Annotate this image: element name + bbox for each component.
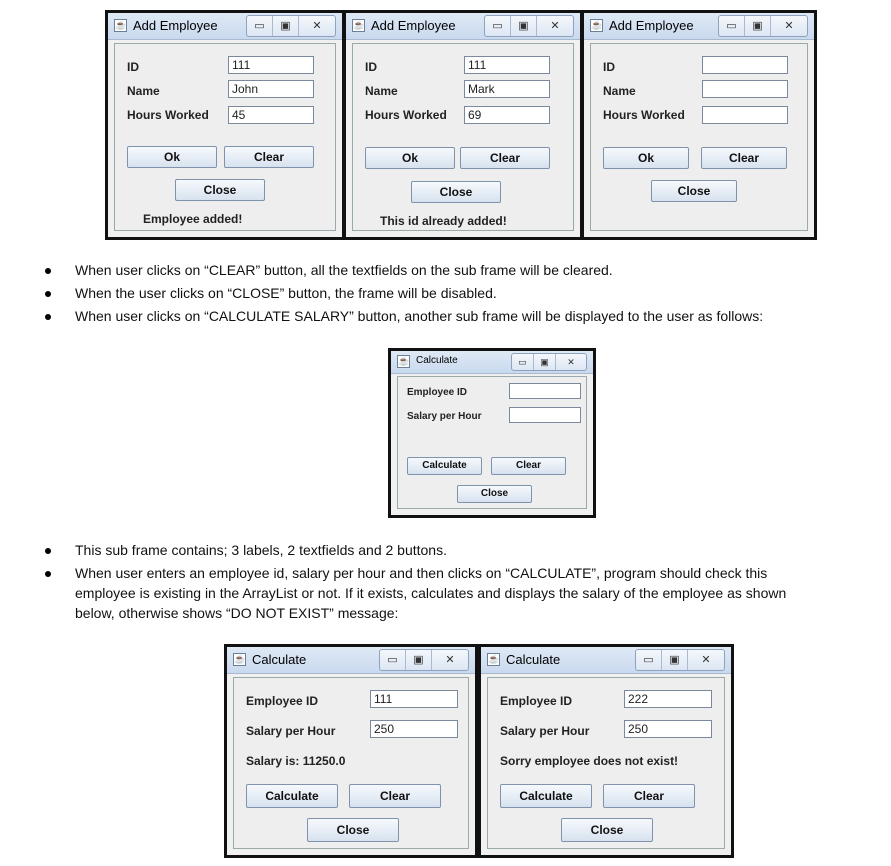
id-label: ID xyxy=(365,60,377,74)
minimize-icon[interactable]: ▭ xyxy=(380,650,406,670)
hours-label: Hours Worked xyxy=(127,108,209,122)
window-content xyxy=(397,376,587,509)
employee-id-label: Employee ID xyxy=(407,387,468,398)
title-bar xyxy=(108,13,342,40)
title-bar xyxy=(227,647,475,674)
bullet-text-continued: employee is existing in the ArrayList or not. If it exists, calculates and displays the salary of the employee as shown xyxy=(75,585,787,601)
window-content xyxy=(487,677,725,849)
bullet-dot xyxy=(45,548,51,554)
ok-button[interactable]: Ok xyxy=(603,147,689,169)
close-button[interactable]: Close xyxy=(175,179,265,201)
bullet-text-continued: below, otherwise shows “DO NOT EXIST” message: xyxy=(75,605,399,621)
minimize-icon[interactable]: ▭ xyxy=(719,16,745,36)
title-bar xyxy=(481,647,731,674)
add-employee-window-2 xyxy=(343,10,583,240)
clear-button[interactable]: Clear xyxy=(349,784,441,808)
calculate-button[interactable]: Calculate xyxy=(500,784,592,808)
bullet-dot xyxy=(45,291,51,297)
window-content xyxy=(114,43,336,231)
clear-button[interactable]: Clear xyxy=(224,146,314,168)
java-icon: ☕ xyxy=(353,20,365,30)
close-icon[interactable]: ✕ xyxy=(550,20,560,32)
employee-id-field[interactable] xyxy=(509,383,581,399)
employee-id-label: Employee ID xyxy=(500,694,573,708)
close-button[interactable]: Close xyxy=(561,818,653,842)
close-icon[interactable]: ✕ xyxy=(445,654,455,666)
close-icon[interactable]: ✕ xyxy=(567,357,575,367)
close-button[interactable]: Close xyxy=(651,180,737,202)
java-icon: ☕ xyxy=(398,356,410,366)
window-title: Add Employee xyxy=(133,18,218,33)
bullet-dot xyxy=(45,571,51,577)
java-icon: ☕ xyxy=(488,654,500,664)
bullet-dot xyxy=(45,268,51,274)
window-title: Calculate xyxy=(416,355,458,366)
maximize-icon[interactable]: ▣ xyxy=(406,650,432,670)
window-content xyxy=(233,677,469,849)
ok-button[interactable]: Ok xyxy=(127,146,217,168)
id-field[interactable]: 111 xyxy=(228,56,314,74)
hours-label: Hours Worked xyxy=(603,108,685,122)
calculate-window-not-found xyxy=(478,644,734,858)
status-message: This id already added! xyxy=(380,214,507,228)
window-controls xyxy=(635,649,725,671)
maximize-icon[interactable]: ▣ xyxy=(662,650,688,670)
bullet-text: When the user clicks on “CLOSE” button, the frame will be disabled. xyxy=(75,285,497,301)
hours-field[interactable]: 69 xyxy=(464,106,550,124)
bullet-text: When user clicks on “CALCULATE SALARY” button, another sub frame will be displayed to the user as follows: xyxy=(75,308,764,324)
name-label: Name xyxy=(603,84,636,98)
bullet-text: This sub frame contains; 3 labels, 2 textfields and 2 buttons. xyxy=(75,542,447,558)
bullet-text: When user enters an employee id, salary per hour and then clicks on “CALCULATE”, program should check this xyxy=(75,565,768,581)
maximize-icon[interactable]: ▣ xyxy=(745,16,771,36)
calculate-window-result xyxy=(224,644,478,858)
window-controls xyxy=(484,15,574,37)
salary-per-hour-label: Salary per Hour xyxy=(407,411,482,422)
title-bar xyxy=(584,13,814,40)
name-field[interactable] xyxy=(702,80,788,98)
id-field[interactable]: 111 xyxy=(464,56,550,74)
add-employee-window-1 xyxy=(105,10,345,240)
minimize-icon[interactable]: ▭ xyxy=(636,650,662,670)
employee-id-field[interactable]: 111 xyxy=(370,690,458,708)
window-content xyxy=(352,43,574,231)
window-controls xyxy=(246,15,336,37)
close-icon[interactable]: ✕ xyxy=(701,654,711,666)
result-message: Sorry employee does not exist! xyxy=(500,754,679,768)
id-field[interactable] xyxy=(702,56,788,74)
salary-per-hour-label: Salary per Hour xyxy=(246,724,336,738)
java-icon: ☕ xyxy=(591,20,603,30)
close-button[interactable]: Close xyxy=(411,181,501,203)
ok-button[interactable]: Ok xyxy=(365,147,455,169)
bullet-dot xyxy=(45,314,51,320)
maximize-icon[interactable]: ▣ xyxy=(273,16,299,36)
add-employee-window-3 xyxy=(581,10,817,240)
close-icon[interactable]: ✕ xyxy=(784,20,794,32)
window-title: Calculate xyxy=(252,652,307,667)
close-icon[interactable]: ✕ xyxy=(312,20,322,32)
maximize-icon[interactable]: ▣ xyxy=(511,16,537,36)
salary-per-hour-field[interactable]: 250 xyxy=(624,720,712,738)
clear-button[interactable]: Clear xyxy=(603,784,695,808)
name-field[interactable]: Mark xyxy=(464,80,550,98)
close-button[interactable]: Close xyxy=(307,818,399,842)
title-bar xyxy=(346,13,580,40)
employee-id-field[interactable]: 222 xyxy=(624,690,712,708)
salary-per-hour-field[interactable] xyxy=(509,407,581,423)
clear-button[interactable]: Clear xyxy=(491,457,566,475)
calculate-window-empty xyxy=(388,348,596,518)
minimize-icon[interactable]: ▭ xyxy=(485,16,511,36)
id-label: ID xyxy=(127,60,139,74)
window-title: Calculate xyxy=(506,652,561,667)
bullet-text: When user clicks on “CLEAR” button, all the textfields on the sub frame will be cleared. xyxy=(75,262,613,278)
window-content xyxy=(590,43,808,231)
result-message: Salary is: 11250.0 xyxy=(246,754,346,768)
name-label: Name xyxy=(365,84,398,98)
minimize-icon[interactable]: ▭ xyxy=(247,16,273,36)
name-label: Name xyxy=(127,84,160,98)
window-controls xyxy=(718,15,808,37)
calculate-button[interactable]: Calculate xyxy=(407,457,482,475)
hours-field[interactable] xyxy=(702,106,788,124)
java-icon: ☕ xyxy=(115,20,127,30)
clear-button[interactable]: Clear xyxy=(701,147,787,169)
id-label: ID xyxy=(603,60,615,74)
window-title: Add Employee xyxy=(609,18,694,33)
clear-button[interactable]: Clear xyxy=(460,147,550,169)
salary-per-hour-field[interactable]: 250 xyxy=(370,720,458,738)
salary-per-hour-label: Salary per Hour xyxy=(500,724,590,738)
hours-field[interactable]: 45 xyxy=(228,106,314,124)
minimize-icon[interactable]: ▭ xyxy=(512,354,534,370)
window-title: Add Employee xyxy=(371,18,456,33)
calculate-button[interactable]: Calculate xyxy=(246,784,338,808)
status-message: Employee added! xyxy=(143,212,243,226)
java-icon: ☕ xyxy=(234,654,246,664)
close-button[interactable]: Close xyxy=(457,485,532,503)
title-bar xyxy=(391,351,593,374)
window-controls xyxy=(379,649,469,671)
name-field[interactable]: John xyxy=(228,80,314,98)
maximize-icon[interactable]: ▣ xyxy=(534,354,556,370)
employee-id-label: Employee ID xyxy=(246,694,319,708)
window-controls xyxy=(511,353,587,371)
hours-label: Hours Worked xyxy=(365,108,447,122)
